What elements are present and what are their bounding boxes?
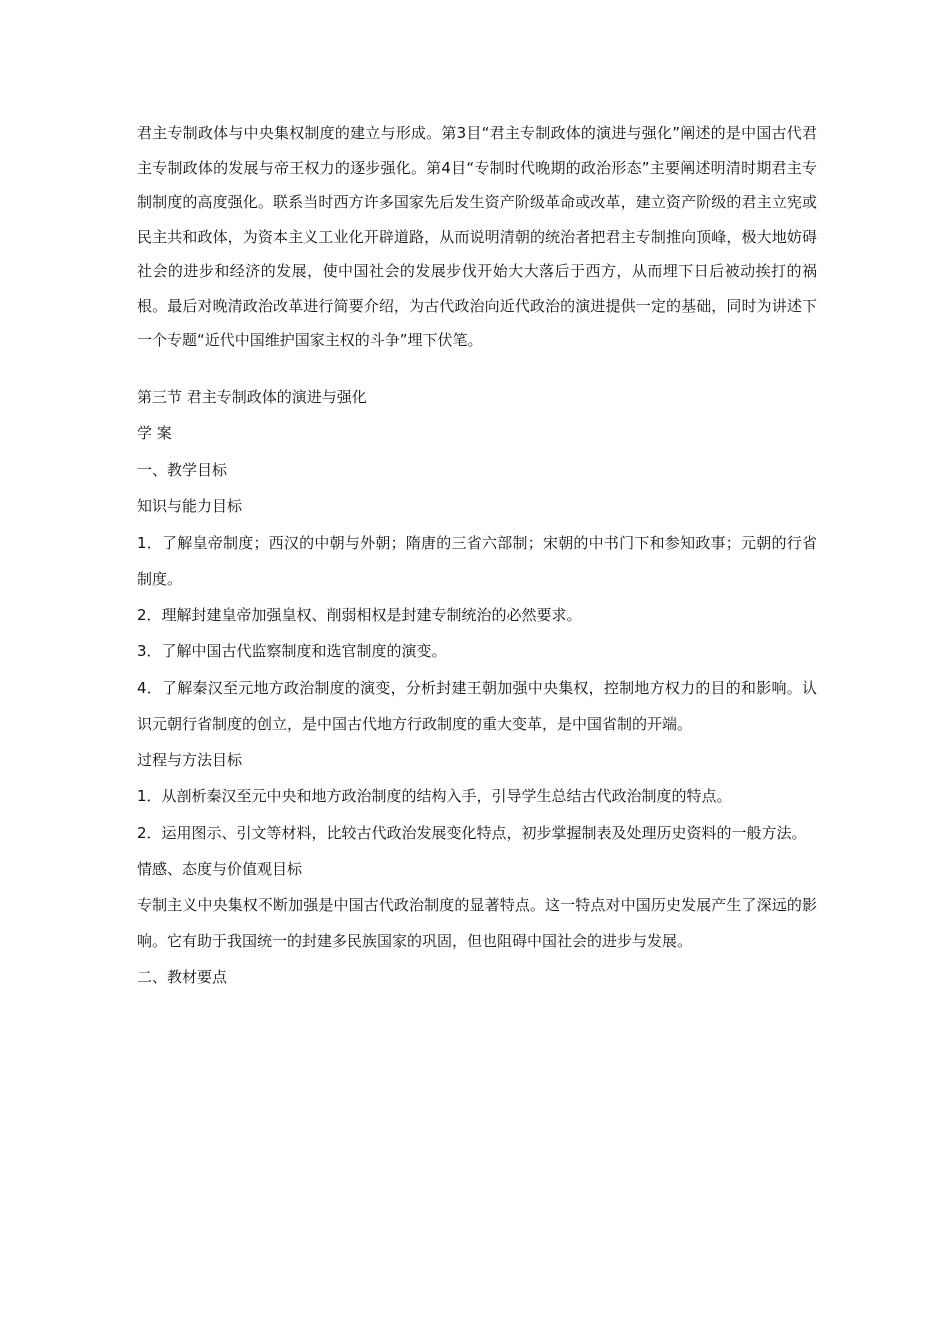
knowledge-item-2: 2．理解封建皇帝加强皇权、削弱相权是封建专制统治的必然要求。 bbox=[137, 605, 582, 624]
textbook-points-heading: 二、教材要点 bbox=[137, 968, 228, 986]
emotion-goals-text: 专制主义中央集权不断加强是中国古代政治制度的显著特点。这一特点对中国历史发展产生了深远的影响。它有助于我国统一的封建多民族国家的巩固，但也阻碍中国社会的进步与发展。 bbox=[137, 896, 817, 950]
process-item-1: 1．从剖析秦汉至元中央和地方政治制度的结构入手，引导学生总结古代政治制度的特点。 bbox=[137, 787, 732, 805]
teaching-goals-heading: 一、教学目标 bbox=[137, 460, 228, 479]
knowledge-item-1: 1．了解皇帝制度；西汉的中朝与外朝；隋唐的三省六部制；宋朝的中书门下和参知政事；元朝的行省制度。 bbox=[137, 533, 817, 588]
emotion-goals-heading: 情感、态度与价值观目标 bbox=[137, 859, 303, 878]
knowledge-item-4: 4．了解秦汉至元地方政治制度的演变，分析封建王朝加强中央集权，控制地方权力的目的和影响。认识元朝行省制度的创立，是中国古代地方行政制度的重大变革，是中国省制的开端。 bbox=[137, 678, 817, 733]
process-goals-heading: 过程与方法目标 bbox=[137, 750, 243, 769]
knowledge-goals-heading: 知识与能力目标 bbox=[137, 497, 243, 515]
lesson-section bbox=[137, 379, 817, 996]
document-page bbox=[137, 116, 817, 996]
process-item-2: 2．运用图示、引文等材料，比较古代政治发展变化特点，初步掌握制表及处理历史资料的一般方法。 bbox=[137, 823, 807, 842]
intro-paragraph bbox=[137, 116, 817, 358]
section-title: 第三节 君主专制政体的演进与强化 bbox=[137, 387, 367, 406]
study-plan-label: 学 案 bbox=[137, 424, 172, 442]
knowledge-item-3: 3．了解中国古代监察制度和选官制度的演变。 bbox=[137, 642, 447, 660]
intro-text: 君主专制政体与中央集权制度的建立与形成。第3目“君主专制政体的演进与强化”阐述的是中国古代君主专制政体的发展与帝王权力的逐步强化。第4目“专制时代晚期的政治形态”主要阐述明清时期君主专制制度的高度强化。联系当时西方许多国家先后发生资产阶级革命或改革，建立资产阶级的君主立宪或民主共和政体，为资本主义工业化开辟道路，从而说明清朝的统治者把君主专制推向顶峰，极大地妨碍社会的进步和经济的发展，使中国社会的发展步伐开始大大落后于西方，从而埋下日后被动挨打的祸根。最后对晚清政治改革进行简要介绍，为古代政治向近代政治的演进提供一定的基础，同时为讲述下一个专题“近代中国维护国家主权的斗争”埋下伏笔。 bbox=[137, 124, 817, 349]
